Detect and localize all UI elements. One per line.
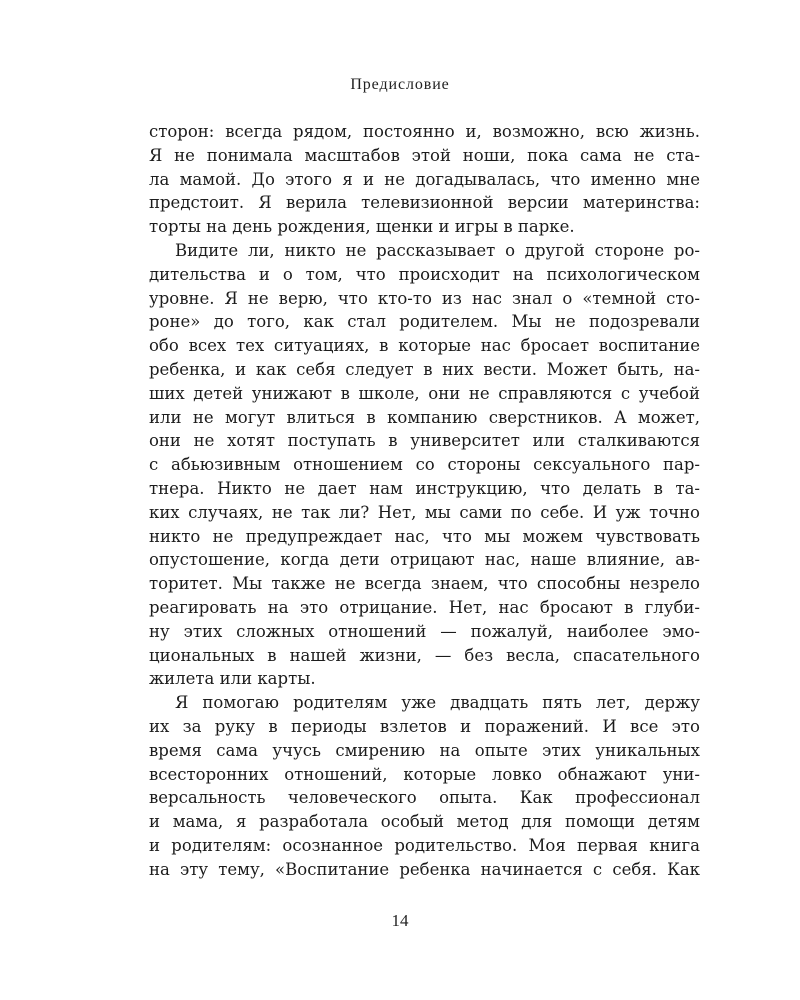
text-line: и мама, я разработала особый метод для помощи детям xyxy=(149,812,700,832)
text-line: версальность человеческого опыта. Как профессионал xyxy=(149,788,700,808)
text-line: с абьюзивным отношением со стороны сексуального пар- xyxy=(149,455,700,475)
text-line: ла мамой. До этого я и не догадывалась, что именно мне xyxy=(149,169,700,189)
text-line: на эту тему, «Воспитание ребенка начинается с себя. Как xyxy=(149,859,700,879)
text-line: никто не предупреждает нас, что мы можем чувствовать xyxy=(149,526,700,546)
page-number: 14 xyxy=(391,911,409,930)
text-line: ну этих сложных отношений — пожалуй, наиболее эмо- xyxy=(149,621,700,641)
text-line: циональных в нашей жизни, — без весла, спасательного xyxy=(149,645,700,665)
text-line: Я помогаю родителям уже двадцать пять лет, держу xyxy=(175,693,700,713)
text-line: время сама учусь смирению на опыте этих уникальных xyxy=(149,740,700,760)
text-line: или не могут влиться в компанию сверстников. А может, xyxy=(149,407,700,427)
text-line: предстоит. Я верила телевизионной версии материнства: xyxy=(149,193,700,213)
text-line: их за руку в периоды взлетов и поражений. И все это xyxy=(149,716,700,736)
text-line: роне» до того, как стал родителем. Мы не подозревали xyxy=(149,312,700,332)
text-line: торты на день рождения, щенки и игры в парке. xyxy=(149,217,575,237)
text-line: торитет. Мы также не всегда знаем, что способны незрело xyxy=(149,574,700,594)
text-line: дительства и о том, что происходит на психологическом xyxy=(149,264,700,284)
running-title: Предисловие xyxy=(350,76,450,93)
text-line: Я не понимала масштабов этой ноши, пока сама не ста- xyxy=(149,145,700,165)
paragraph xyxy=(149,239,700,691)
text-line: сторон: всегда рядом, постоянно и, возможно, всю жизнь. xyxy=(149,122,700,141)
text-line: ких случаях, не так ли? Нет, мы сами по себе. И уж точно xyxy=(149,502,700,522)
text-line: тнера. Никто не дает нам инструкцию, что делать в та- xyxy=(149,478,700,498)
text-line: ших детей унижают в школе, они не справляются с учебой xyxy=(149,383,700,403)
text-line: ребенка, и как себя следует в них вести. Может быть, на- xyxy=(149,359,700,379)
text-line: опустошение, когда дети отрицают нас, наше влияние, ав- xyxy=(149,550,700,570)
body-text xyxy=(149,120,700,882)
text-line: уровне. Я не верю, что кто-то из нас знал о «темной сто- xyxy=(149,288,700,308)
text-line: Видите ли, никто не рассказывает о другой стороне ро- xyxy=(175,240,700,260)
text-line: и родителям: осознанное родительство. Моя первая книга xyxy=(149,835,700,855)
text-line: жилета или карты. xyxy=(149,669,316,689)
paragraph xyxy=(149,691,700,881)
text-line: они не хотят поступать в университет или сталкиваются xyxy=(149,431,700,451)
text-line: обо всех тех ситуациях, в которые нас бросает воспитание xyxy=(149,336,700,356)
text-line: реагировать на это отрицание. Нет, нас бросают в глуби- xyxy=(149,597,700,617)
paragraph xyxy=(149,120,700,239)
text-line: всесторонних отношений, которые ловко обнажают уни- xyxy=(149,764,700,784)
